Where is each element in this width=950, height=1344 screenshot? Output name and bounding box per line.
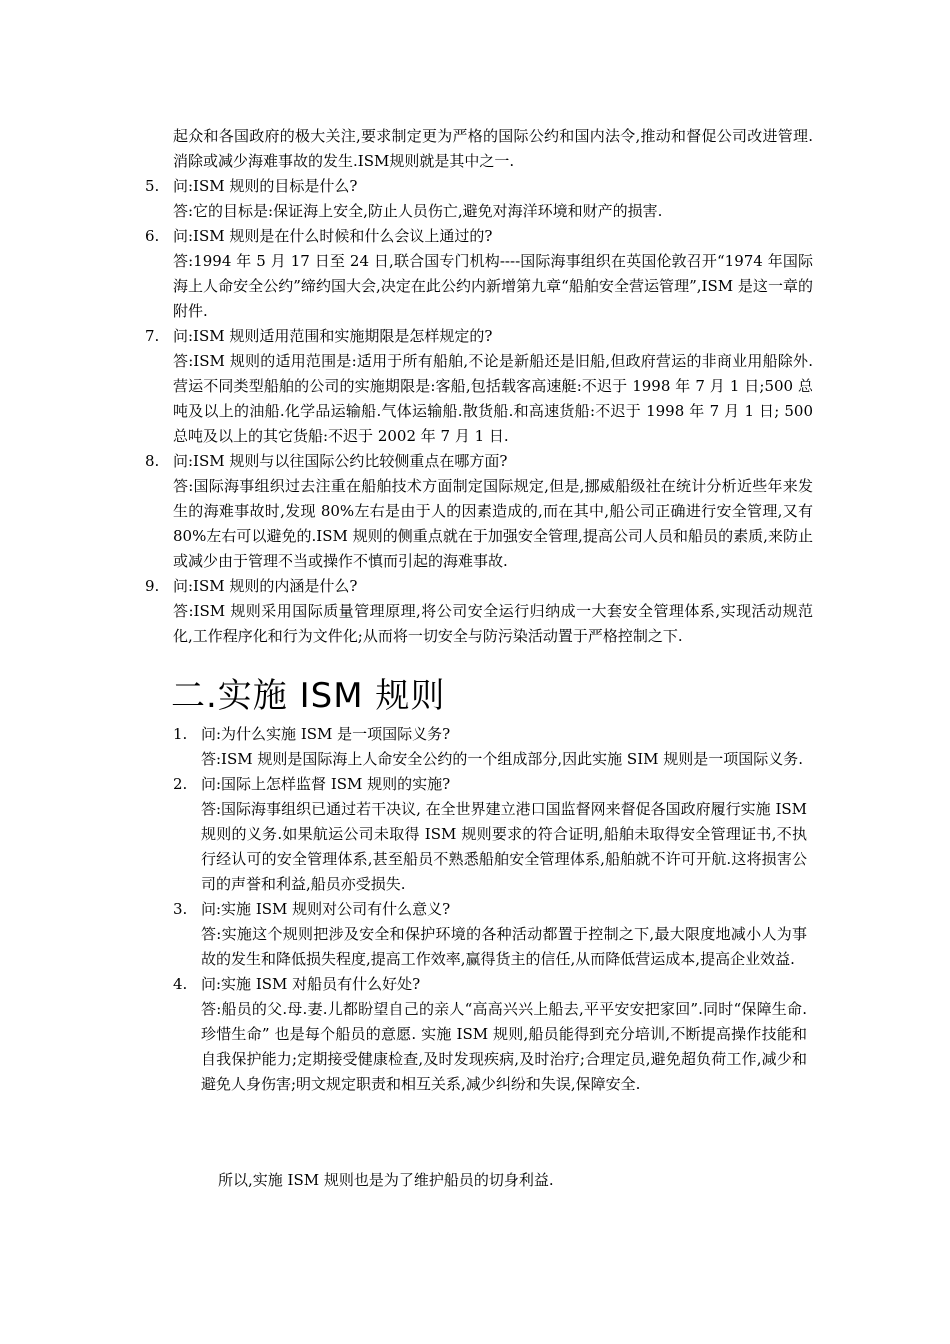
question-text: 问:ISM 规则是在什么时候和什么会议上通过的?: [173, 227, 493, 245]
item-number: 1.: [173, 725, 188, 743]
item-number: 7.: [145, 327, 160, 345]
question-text: 问:ISM 规则的内涵是什么?: [173, 577, 358, 595]
list-item: [0, 224, 813, 324]
question-text: 问:国际上怎样监督 ISM 规则的实施?: [201, 775, 451, 793]
answer-text: 答:ISM 规则的适用范围是:适用于所有船舶,不论是新船还是旧船,但政府营运的非商业用船除外.营运不同类型船舶的公司的实施期限是:客船,包括载客高速艇:不迟于 1998 年 7 月 1 日;500 总吨及以上的油船.化学品运输船.气体运输船.散货船.和高速货船:不迟于 1998 年 7 月 1 日; 500 总吨及以上的其它货船:不迟于 2002 年 7 月 1 日.: [173, 352, 813, 445]
answer-text: 答:ISM 规则采用国际质量管理原理,将公司安全运行归纳成一大套安全管理体系,实现活动规范化,工作程序化和行为文件化;从而将一切安全与防污染活动置于严格控制之下.: [173, 602, 813, 645]
question-text: 问:ISM 规则适用范围和实施期限是怎样规定的?: [173, 327, 493, 345]
question-text: 问:实施 ISM 规则对公司有什么意义?: [201, 900, 451, 918]
item-number: 2.: [173, 775, 188, 793]
list-item: [0, 722, 807, 772]
item-number: 8.: [145, 452, 160, 470]
list-item: [0, 449, 813, 574]
answer-text: 答:船员的父.母.妻.儿都盼望自己的亲人“高高兴兴上船去,平平安安把家回”.同时“保障生命.珍惜生命” 也是每个船员的意愿. 实施 ISM 规则,船员能得到充分培训,不断提高操作技能和自我保护能力;定期接受健康检查,及时发现疾病,及时治疗;合理定员,避免超负荷工作,减少和避免人身伤害;明文规定职责和相互关系,减少纠纷和失误,保障安全.: [201, 1000, 807, 1093]
list-item: [0, 174, 813, 224]
continuation-paragraph: 起众和各国政府的极大关注,要求制定更为严格的国际公约和国内法令,推动和督促公司改进管理.消除或减少海难事故的发生.ISM规则就是其中之一.: [173, 127, 813, 170]
item-number: 4.: [173, 975, 188, 993]
list-item: [0, 574, 813, 649]
answer-text: 答:国际海事组织过去注重在船舶技术方面制定国际规定,但是,挪威船级社在统计分析近些年来发生的海难事故时,发现 80%左右是由于人的因素造成的,而在其中,船公司正确进行安全管理,又有 80%左右可以避免的.ISM 规则的侧重点就在于加强安全管理,提高公司人员和船员的素质,来防止或减少由于管理不当或操作不慎而引起的海难事故.: [173, 477, 813, 570]
answer-text: 答:实施这个规则把涉及安全和保护环境的各种活动都置于控制之下,最大限度地减小人为事故的发生和降低损失程度,提高工作效率,赢得货主的信任,从而降低营运成本,提高企业效益.: [201, 925, 807, 968]
list-item: [0, 324, 813, 449]
question-text: 问:ISM 规则与以往国际公约比较侧重点在哪方面?: [173, 452, 508, 470]
list-item: [0, 897, 807, 972]
closing-paragraph: 所以,实施 ISM 规则也是为了维护船员的切身利益.: [218, 1171, 554, 1189]
answer-text: 答:国际海事组织已通过若干决议, 在全世界建立港口国监督网来督促各国政府履行实施 ISM 规则的义务.如果航运公司未取得 ISM 规则要求的符合证明,船舶未取得安全管理证书,不执行经认可的安全管理体系,甚至船员不熟悉船舶安全管理体系,船舶就不许可开航.这将损害公司的声誉和利益,船员亦受损失.: [201, 800, 807, 893]
question-text: 问:实施 ISM 对船员有什么好处?: [201, 975, 421, 993]
list-item: [0, 772, 807, 897]
section2-list: [0, 722, 950, 1097]
list-item: [0, 972, 807, 1097]
answer-text: 答:ISM 规则是国际海上人命安全公约的一个组成部分,因此实施 SIM 规则是一项国际义务.: [201, 750, 804, 768]
answer-text: 答:1994 年 5 月 17 日至 24 日,联合国专门机构----国际海事组织在英国伦敦召开“1974 年国际海上人命安全公约”缔约国大会,决定在此公约内新增第九章“船舶安全营运管理”,ISM 是这一章的附件.: [173, 252, 813, 320]
item-number: 6.: [145, 227, 160, 245]
item-number: 3.: [173, 900, 188, 918]
section-heading: 二.实施 ISM 规则: [171, 676, 446, 716]
answer-text: 答:它的目标是:保证海上安全,防止人员伤亡,避免对海洋环境和财产的损害.: [173, 202, 663, 220]
section1-list: [0, 174, 950, 649]
item-number: 9.: [145, 577, 160, 595]
question-text: 问:为什么实施 ISM 是一项国际义务?: [201, 725, 451, 743]
item-number: 5.: [145, 177, 160, 195]
question-text: 问:ISM 规则的目标是什么?: [173, 177, 358, 195]
